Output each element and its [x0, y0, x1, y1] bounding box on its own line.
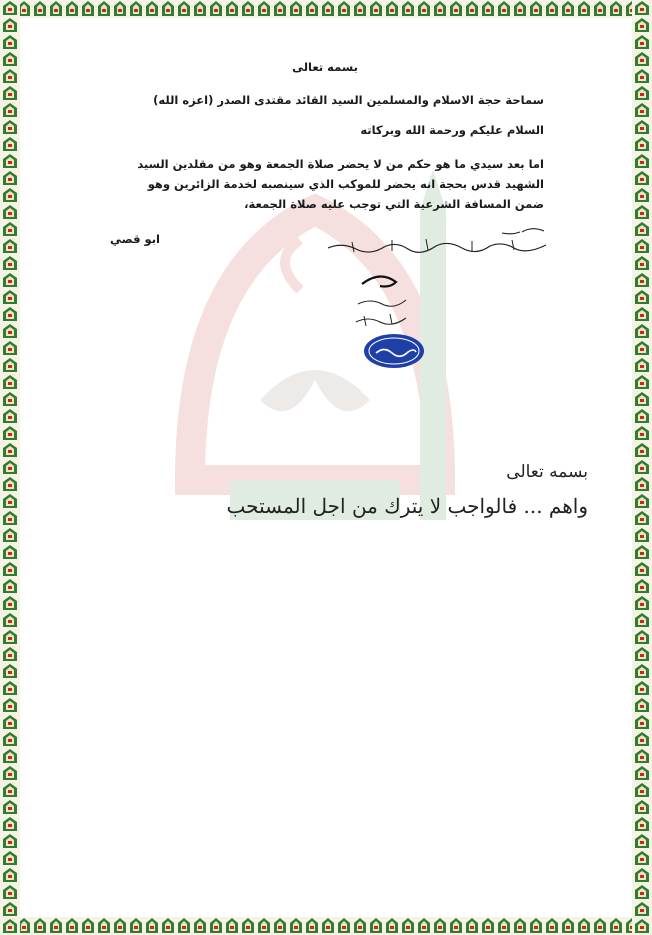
letter-greeting: السلام عليكم ورحمة الله وبركاته — [360, 123, 544, 137]
letter-sender: ابو قصي — [110, 232, 160, 246]
handwritten-reply — [322, 222, 554, 258]
handwritten-signature — [350, 270, 410, 335]
transcript-heading: بسمه تعالى — [506, 462, 588, 482]
transcript-answer: واهم ... فالواجب لا يترك من اجل المستحب — [226, 494, 588, 518]
letter-body: اما بعد سيدي ما هو حكم من لا يحضر صلاة الجمعة وهو من مقلدين السيد الشهيد قدس بحجة انه يحضر للموكب الذي سينصبه لخدمة الزائرين وهو ضمن المسافة الشرعية التي توجب عليه صلاة الجمعة، — [137, 157, 544, 211]
ornamental-border-left — [0, 0, 20, 935]
letter-salutation: سماحة حجة الاسلام والمسلمين السيد القائد مقتدى الصدر (اعزه الله) — [153, 93, 544, 107]
ornamental-border-right — [632, 0, 652, 935]
ornamental-border-top — [0, 0, 652, 18]
letter-heading: بسمه تعالى — [292, 60, 358, 74]
ornamental-border-bottom — [0, 917, 652, 935]
official-stamp — [362, 332, 426, 370]
